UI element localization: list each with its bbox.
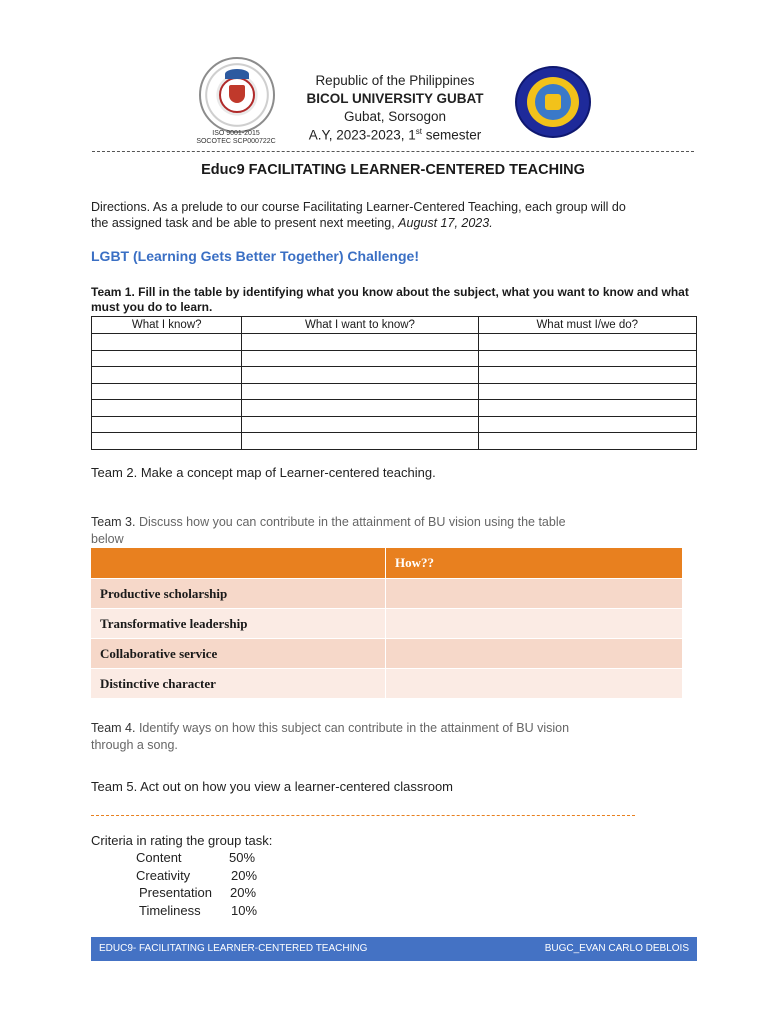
kwl-cell[interactable]: [242, 400, 478, 417]
kwl-cell[interactable]: [92, 416, 242, 433]
bu-row-how-cell[interactable]: [386, 639, 683, 669]
kwl-cell[interactable]: [92, 367, 242, 384]
table-row: [92, 350, 697, 367]
team2-instruction: Team 2. Make a concept map of Learner-centered teaching.: [91, 465, 436, 480]
kwl-cell[interactable]: [242, 367, 478, 384]
table-row: [91, 639, 683, 669]
iso-certification: ISO 9001-2015 SOCOTEC SCP000722C: [196, 130, 276, 145]
bu-row-label: Productive scholarship: [91, 579, 386, 609]
bu-row-label: Transformative leadership: [91, 609, 386, 639]
page-footer: [91, 937, 697, 961]
footer-author: BUGC_EVAN CARLO DEBLOIS: [544, 943, 689, 954]
bu-header-how: How??: [386, 548, 683, 579]
directions-line-1: Directions. As a prelude to our course Facilitating Learner-Centered Teaching, each group will do: [91, 200, 626, 214]
kwl-cell[interactable]: [92, 383, 242, 400]
kwl-cell[interactable]: [242, 433, 478, 450]
kwl-cell[interactable]: [478, 416, 696, 433]
team5-instruction: Team 5. Act out on how you view a learner-centered classroom: [91, 779, 454, 794]
header-academic-year: A.Y, 2023-2023, 1st semester: [308, 127, 482, 143]
team1-instruction: Team 1. Fill in the table by identifying what you know about the subject, what you want to know and what must you do to learn.: [91, 285, 689, 314]
bu-row-how-cell[interactable]: [386, 669, 683, 699]
kwl-cell[interactable]: [242, 416, 478, 433]
kwl-header-row: [92, 317, 697, 334]
kwl-cell[interactable]: [92, 334, 242, 351]
bu-header-blank: [91, 548, 386, 579]
footer-course: EDUC9- FACILITATING LEARNER-CENTERED TEACHING: [99, 943, 368, 954]
kwl-table: [91, 316, 697, 450]
team4-instruction: Team 4. Identify ways on how this subject can contribute in the attainment of BU vision through a song.: [91, 721, 570, 752]
bu-row-label: Distinctive character: [91, 669, 386, 699]
kwl-col-do: What must I/we do?: [478, 317, 696, 334]
bu-row-label: Collaborative service: [91, 639, 386, 669]
kwl-col-want: What I want to know?: [242, 317, 478, 334]
kwl-cell[interactable]: [478, 383, 696, 400]
kwl-cell[interactable]: [92, 350, 242, 367]
challenge-heading: LGBT (Learning Gets Better Together) Challenge!: [91, 248, 419, 264]
criteria-name: Timeliness: [139, 903, 201, 918]
criteria-name: Content: [136, 850, 182, 865]
criteria-weight: 10%: [231, 903, 258, 918]
table-row: [92, 416, 697, 433]
header-university: BICOL UNIVERSITY GUBAT: [306, 91, 484, 106]
bu-row-how-cell[interactable]: [386, 579, 683, 609]
criteria-heading: Criteria in rating the group task:: [91, 833, 273, 848]
table-row: [92, 367, 697, 384]
kwl-cell[interactable]: [92, 400, 242, 417]
criteria-name: Creativity: [136, 868, 191, 883]
kwl-cell[interactable]: [478, 350, 696, 367]
directions-line-2: the assigned task and be able to present next meeting, August 17, 2023.: [91, 216, 493, 230]
kwl-cell[interactable]: [92, 433, 242, 450]
table-row: [91, 609, 683, 639]
criteria-weight: 20%: [231, 868, 258, 883]
section-divider: [91, 815, 635, 816]
table-row: [92, 334, 697, 351]
table-row: [92, 400, 697, 417]
kwl-cell[interactable]: [478, 334, 696, 351]
criteria-weight: 50%: [229, 850, 256, 865]
kwl-col-know: What I know?: [92, 317, 242, 334]
bu-row-how-cell[interactable]: [386, 609, 683, 639]
team3-instruction: Team 3. Discuss how you can contribute in the attainment of BU vision using the table below: [91, 515, 566, 546]
criteria-weight: 20%: [230, 885, 257, 900]
table-row: [91, 669, 683, 699]
kwl-cell[interactable]: [242, 334, 478, 351]
header-republic: Republic of the Philippines: [315, 73, 475, 88]
page-title: Educ9 FACILITATING LEARNER-CENTERED TEACHING: [201, 162, 585, 178]
criteria-name: Presentation: [139, 885, 212, 900]
header-divider: [92, 151, 694, 152]
kwl-cell[interactable]: [242, 350, 478, 367]
header-location: Gubat, Sorsogon: [343, 109, 447, 124]
kwl-cell[interactable]: [478, 433, 696, 450]
bu-header-row: [91, 548, 683, 579]
kwl-cell[interactable]: [478, 367, 696, 384]
table-row: [92, 383, 697, 400]
table-row: [91, 579, 683, 609]
table-row: [92, 433, 697, 450]
kwl-cell[interactable]: [242, 383, 478, 400]
kwl-cell[interactable]: [478, 400, 696, 417]
bu-vision-table: [91, 548, 683, 699]
